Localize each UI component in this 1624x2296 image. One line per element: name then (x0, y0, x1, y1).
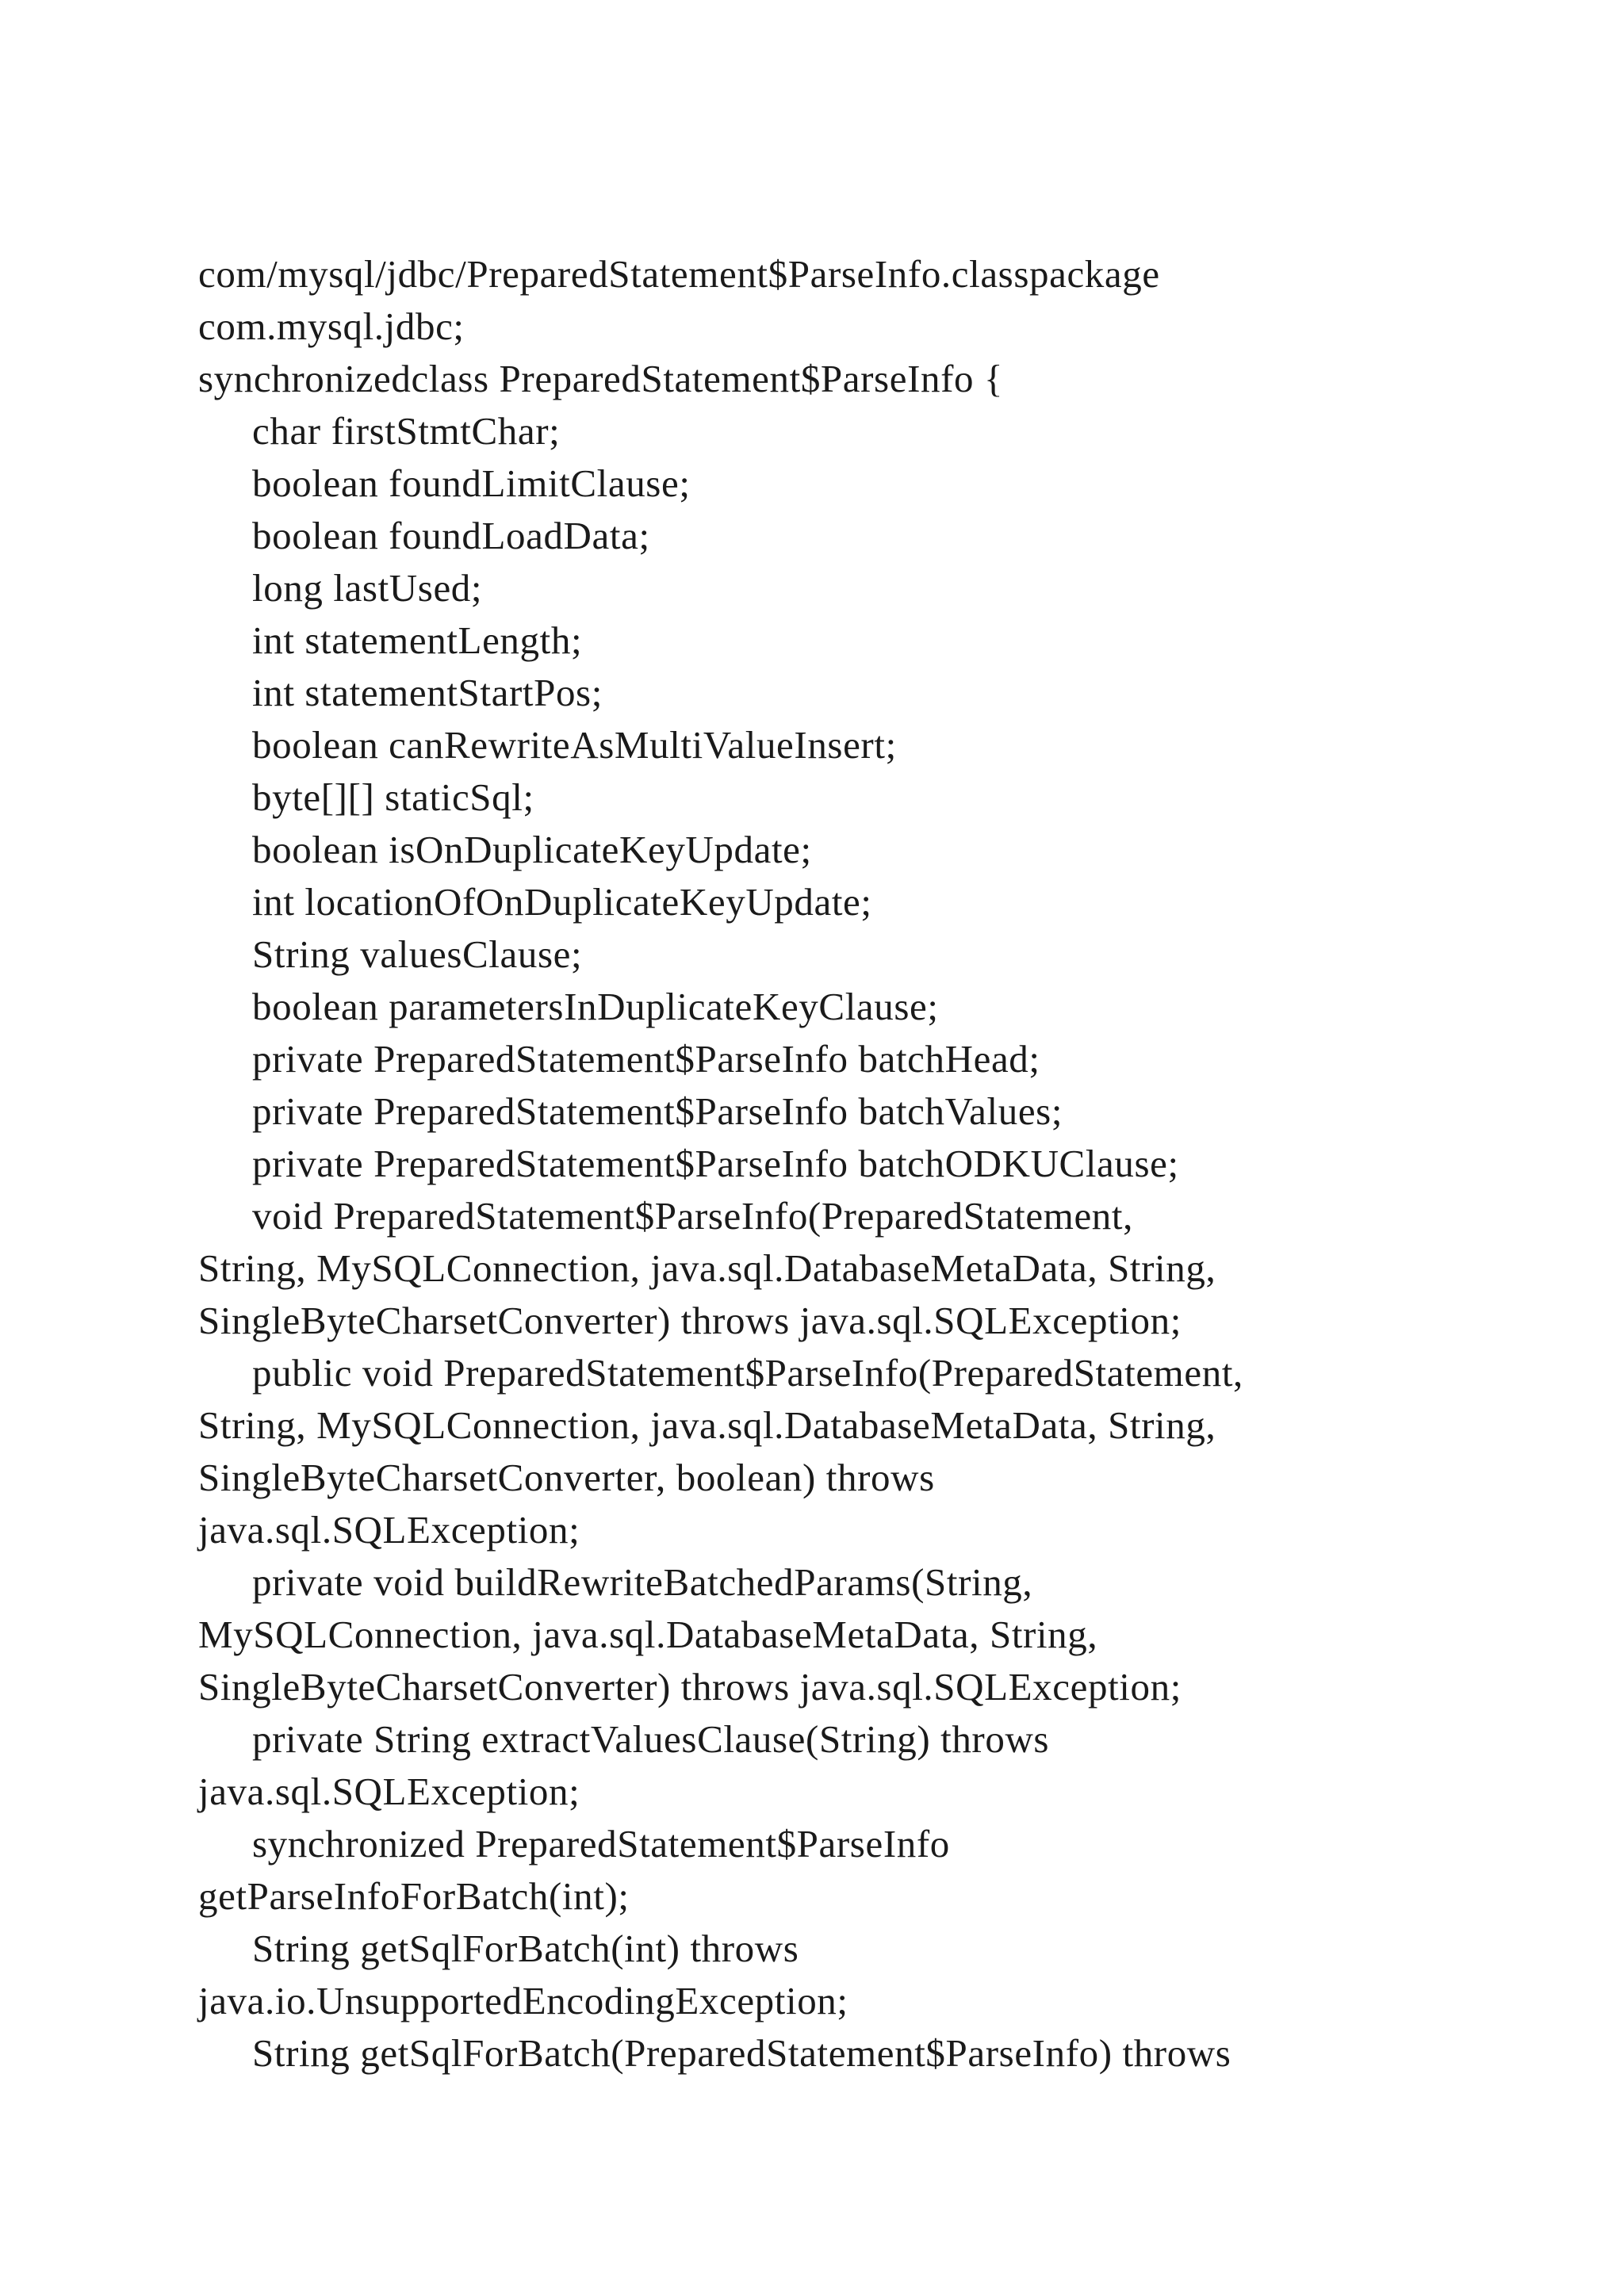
code-line: com.mysql.jdbc; (198, 304, 465, 348)
code-line: boolean isOnDuplicateKeyUpdate; (252, 828, 812, 871)
code-line: private String extractValuesClause(String) throws (252, 1717, 1050, 1761)
code-line: String, MySQLConnection, java.sql.DatabaseMetaData, String, (198, 1246, 1216, 1290)
code-line: SingleByteCharsetConverter) throws java.sql.SQLException; (198, 1299, 1182, 1342)
code-line: com/mysql/jdbc/PreparedStatement$ParseInfo.classpackage (198, 252, 1160, 296)
code-line: String valuesClause; (252, 932, 583, 976)
code-line: boolean foundLimitClause; (252, 461, 691, 505)
code-line: SingleByteCharsetConverter, boolean) throws (198, 1456, 935, 1499)
code-line: synchronizedclass PreparedStatement$ParseInfo { (198, 357, 1004, 400)
code-line: getParseInfoForBatch(int); (198, 1874, 630, 1918)
code-line: boolean foundLoadData; (252, 514, 650, 557)
code-line: int statementLength; (252, 618, 583, 662)
code-line: boolean parametersInDuplicateKeyClause; (252, 985, 939, 1028)
code-line: public void PreparedStatement$ParseInfo(PreparedStatement, (252, 1351, 1243, 1395)
code-listing (198, 248, 1467, 2080)
code-line: byte[][] staticSql; (252, 775, 534, 819)
code-line: synchronized PreparedStatement$ParseInfo (252, 1822, 950, 1866)
code-line: long lastUsed; (252, 566, 483, 610)
code-line: void PreparedStatement$ParseInfo(PreparedStatement, (252, 1194, 1133, 1238)
code-line: char firstStmtChar; (252, 409, 561, 453)
code-line: java.sql.SQLException; (198, 1770, 580, 1813)
code-line: SingleByteCharsetConverter) throws java.sql.SQLException; (198, 1665, 1182, 1709)
code-line: MySQLConnection, java.sql.DatabaseMetaData, String, (198, 1613, 1098, 1656)
code-line: private PreparedStatement$ParseInfo batchValues; (252, 1089, 1063, 1133)
code-line: boolean canRewriteAsMultiValueInsert; (252, 723, 897, 767)
code-line: private PreparedStatement$ParseInfo batchHead; (252, 1037, 1040, 1081)
code-line: int locationOfOnDuplicateKeyUpdate; (252, 880, 872, 924)
code-line: String, MySQLConnection, java.sql.DatabaseMetaData, String, (198, 1403, 1216, 1447)
code-line: private PreparedStatement$ParseInfo batchODKUClause; (252, 1142, 1179, 1185)
code-line: String getSqlForBatch(PreparedStatement$ParseInfo) throws (252, 2031, 1231, 2075)
code-line: int statementStartPos; (252, 671, 603, 714)
code-line: java.sql.SQLException; (198, 1508, 580, 1552)
code-line: private void buildRewriteBatchedParams(String, (252, 1560, 1033, 1604)
code-line: String getSqlForBatch(int) throws (252, 1927, 799, 1970)
code-line: java.io.UnsupportedEncodingException; (198, 1979, 848, 2022)
